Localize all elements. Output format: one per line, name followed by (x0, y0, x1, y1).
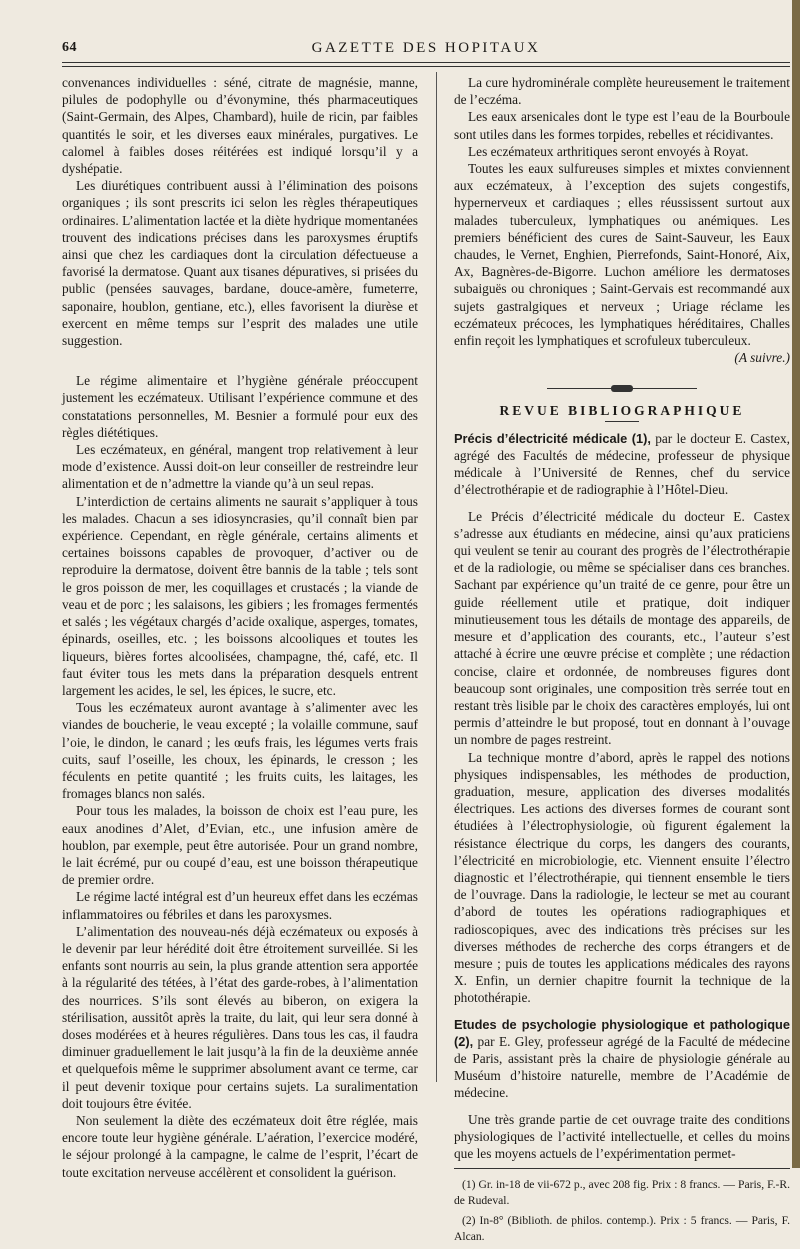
paragraph: Le régime lacté intégral est d’un heureux effet dans les eczémas inflammatoires ou fébriles et dans les paroxysmes. (62, 889, 418, 922)
ornament-separator (454, 376, 790, 393)
book-entry-2 (454, 1016, 790, 1102)
header-rule-thin (62, 66, 790, 67)
book-author: par le docteur E. Castex, agrégé des Facultés de médecine, professeur de physique médicale à l’Université de Rennes, chef du service d’électrothérapie et de radiographie à l’Hôtel-Dieu. (454, 430, 791, 498)
to-be-continued: (A suivre.) (734, 350, 790, 366)
book-title: Précis d’électricité médicale (1), (454, 430, 651, 446)
paragraph: La technique montre d’abord, après le rappel des notions physiques indispensables, les méthodes de production, graduation, mesure, application des diverses modalités électriques. Les actions des diverses formes de courant sont étudiées à l’électrophysiologie, où figurent également la résistance électrique du corps, les dangers des courants, l’électricité en microbiologie, etc. Viennent ensuite l’électro diagnostic et l’électrothérapie, qui tiennent ensemble le tiers de l’ouvrage. Dans la radiologie, le lecteur se met au courant d’abord de toutes les opérations radiographiques et radioscopiques, avec des indications très précises sur les diverses méthodes de recherche des corps étrangers et de mesure ; puis de toutes les applications médicales des rayons X. Enfin, un dernier chapitre fournit la technique de la photothérapie. (454, 749, 790, 1006)
paragraph: Tous les eczémateux auront avantage à s’alimenter avec les viandes de boucherie, le veau excepté ; la volaille commune, sauf l’oie, le dindon, le canard ; les œufs frais, les légumes verts frais cuits, sauf l’oseille, les choux, les épinards, le cresson ; les féculents en petite quantité ; les fruits cuits, les laitages, les fromages blancs non salés. (62, 700, 418, 802)
page-header (62, 36, 790, 58)
signature-line (454, 349, 790, 366)
book-author: par E. Gley, professeur agrégé de la Faculté de médecine de Paris, assistant près la chaire de physiologie générale au Muséum d’histoire naturelle, membre de l’Académie de médecine. (454, 1033, 790, 1101)
journal-title: GAZETTE DES HOPITAUX (311, 40, 541, 56)
page-number: 64 (62, 40, 77, 55)
book-entry-1 (454, 430, 790, 499)
paragraph: Une très grande partie de cet ouvrage traite des conditions physiologiques de l’activité intellectuelle, et celles du moins que les moyens actuels de l’expérimentation permet- (454, 1111, 790, 1161)
paragraph: La cure hydrominérale complète heureusement le traitement de l’eczéma. (454, 75, 790, 108)
paragraph: Les eczémateux arthritiques seront envoyés à Royat. (468, 143, 749, 159)
footnote: (1) Gr. in-18 de vii-672 p., avec 208 fig. Prix : 8 francs. — Paris, F.-R. de Rudeval. (454, 1178, 790, 1207)
paragraph: Pour tous les malades, la boisson de choix est l’eau pure, les eaux anodines d’Alet, d’Evian, etc., une infusion amère de houblon, par exemple, peut être autorisée. Pour un grand nombre, le lait écrémé, pur ou coupé d’eau, est une boisson thérapeutique de premier ordre. (62, 803, 418, 888)
paragraph: Les eczémateux, en général, mangent trop relativement à leur mode d’existence. Aussi doit-on leur conseiller de restreindre leur alimentation et de n’admettre la viande qu’à un seul repas. (62, 442, 418, 492)
left-column (62, 74, 418, 1181)
book-title: Etudes de psychologie physiologique et pathologique (2), (454, 1016, 790, 1049)
page-edge (792, 0, 800, 1168)
paragraph: Les diurétiques contribuent aussi à l’élimination des poisons organiques ; ils sont prescrits ici selon les règles thérapeutiques ordinaires. L’alimentation lactée et la diète hydrique momentanées trouvent des indications précises dans les paroxysmes éruptifs ainsi que chez les cardiaques dont la circulation défectueuse a favorisé la dermatose. Quant aux tisanes dépuratives, si prisées du public (pensées sauvages, bardane, douce-amère, fumeterre, saponaire, houblon, gentiane, etc.), elles favorisent la diurèse et exercent en même temps sur l’esprit des malades une utile suggestion. (62, 178, 418, 349)
footnote: (2) In-8° (Biblioth. de philos. contemp.). Prix : 5 francs. — Paris, F. Alcan. (454, 1214, 790, 1243)
paragraph: Toutes les eaux sulfureuses simples et mixtes conviennent aux eczémateux, à l’exception des sujets congestifs, hypernerveux et cardiaques ; elles réussissent surtout aux malades tuberculeux, lymphatiques ou anémiques. Les premiers bénéficient des cures de Saint-Sauveur, les Eaux chaudes, le Vernet, Enghien, Pierrefonds, Saint-Honoré, Aix, Ax, Bagnères-de-Bigorre. Luchon améliore les dermatoses subaiguës ou chroniques ; Saint-Gervais est recommandé aux sujets gastralgiques et nerveux ; Uriage réclame les eczémateux précoces, les lymphatiques héréditaires, Challes enfin reçoit les lymphatiques et scrofuleux tuberculeux. (454, 161, 790, 349)
paragraph: L’interdiction de certains aliments ne saurait s’appliquer à tous les malades. Chacun a ses idiosyncrasies, qu’il connaît bien par expérience. Cependant, en règle générale, certains aliments et certaines boissons capables de provoquer, d’activer ou de reproduire la dermatose, doivent être bannis de la table ; tels sont le gros poisson de mer, les coquillages et crustacés ; la viande de veau et de porc ; les salaisons, les gibiers ; les fromages fermentés et salés ; les végétaux chargés d’acide oxalique, asperges, tomates, épinards, oseilles, etc. ; les boissons alcooliques et toutes les liqueurs, bières fortes alcoolisées, champagne, thé, café, etc. Il faut éviter tous les mets dans la préparation desquels entrent largement les acides, le sel, les épices, le sucre, etc. (62, 493, 418, 698)
header-rule (62, 62, 790, 63)
paragraph: convenances individuelles : séné, citrate de magnésie, manne, pilules de podophylle ou d’évonymine, thés pharmaceutiques (Saint-Germain, des Alpes, Chambard), huile de ricin, par faibles quantités le soir, et les diverses eaux minérales, purgatives. Le calomel à faibles doses réitérées est indiqué lorsqu’il y a dyshépatie. (62, 75, 418, 177)
column-divider (436, 72, 437, 1082)
right-column (454, 74, 790, 1249)
paragraph: Le Précis d’électricité médicale du docteur E. Castex s’adresse aux étudiants en médecine, ainsi qu’aux praticiens qui veulent se tenir au courant des progrès de l’électrothérapie et de la radiologie, ou même se spécialiser dans ces branches. Sachant par expérience qu’un traité de ce genre, pour être un guide réellement utile et pratique, doit indiquer minutieusement tous les détails de montage des appareils, de mesure et d’application des courants, etc., l’auteur s’est attaché à écrire une œuvre précise et complète ; une rédaction concise, claire et ordonnée, de nombreuses figures dont beaucoup sont originales, une composition très serrée tout en restant très lisible par le choix des caractères employés, lui ont permis d’atteindre le but proposé, tout en donnant à l’ouvage un nombre de pages restreint. (454, 508, 790, 748)
footnote-rule (454, 1168, 790, 1169)
paragraph: Les eaux arsenicales dont le type est l’eau de la Bourboule sont utiles dans les formes torpides, rebelles et récidivantes. (454, 109, 790, 142)
paragraph: L’alimentation des nouveau-nés déjà eczémateux ou exposés à le devenir par leur hérédité doit être étroitement surveillée. Si les enfants sont nourris au sein, la plus grande attention sera apportée à la régularité des tétées, à l’état des garde-robes, à l’alimentation des nourrices. S’ils sont élevés au biberon, on exigera la stérilisation, aussitôt après la traite, du lait, qui leur sera donné à doses modérées et à heures régulières. Dans tous les cas, il faudra diminuer graduellement le lait jusqu’à la fin de la deuxième année et quelquefois même le supprimer absolument avant ce terme, car il peut devenir toxique pour certains sujets. La suralimentation doit toujours être évitée. (62, 923, 418, 1111)
footnotes (454, 1177, 790, 1244)
section-rule (605, 421, 639, 422)
paragraph: Le régime alimentaire et l’hygiène générale préoccupent justement les eczémateux. Utilisant l’expérience commune et des constatations personnelles, M. Besnier a formulé pour eux des règles diététiques. (62, 373, 418, 440)
paragraph: Non seulement la diète des eczémateux doit être réglée, mais encore toute leur hygiène générale. L’aération, l’exercice modéré, le séjour prolongé à la campagne, le calme de l’esprit, l’écart de toute excitation nerveuse accélèrent et consolident la guérison. (62, 1112, 418, 1180)
section-title: REVUE BIBLIOGRAPHIQUE (499, 402, 745, 418)
